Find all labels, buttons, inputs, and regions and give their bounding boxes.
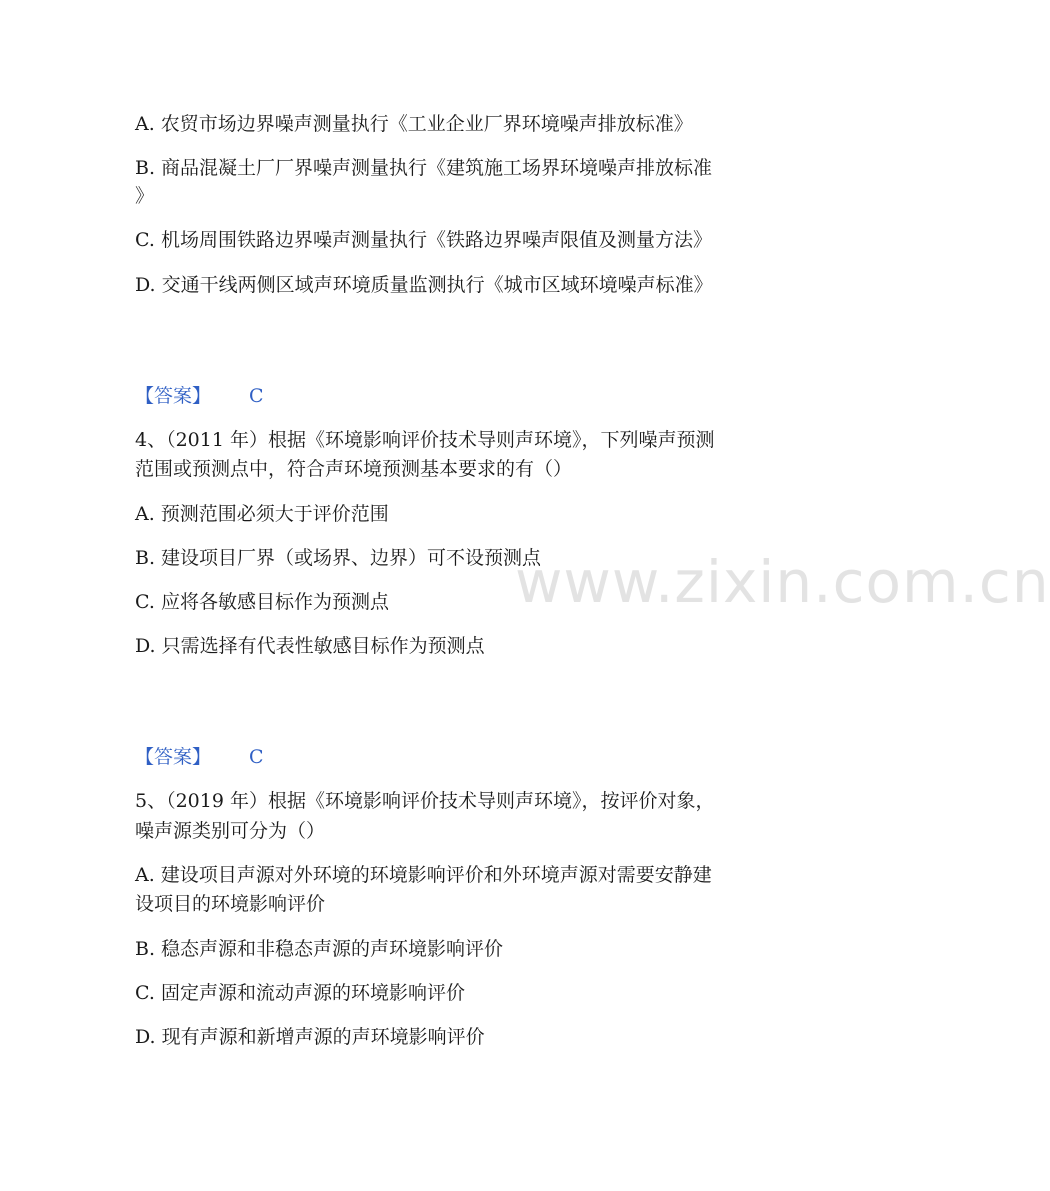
q3-option-a: A. 农贸市场边界噪声测量执行《工业企业厂界环境噪声排放标准》 <box>135 113 693 135</box>
q5-option-a-line2: 设项目的环境影响评价 <box>135 893 326 915</box>
answer-label: 【答案】 <box>135 385 212 407</box>
answer-value: C <box>249 746 264 768</box>
answer-value: C <box>249 385 264 407</box>
q3-option-b-line1: B. 商品混凝土厂厂界噪声测量执行《建筑施工场界环境噪声排放标准 <box>135 157 713 179</box>
q4-option-a: A. 预测范围必须大于评价范围 <box>135 503 389 525</box>
q3-answer <box>135 379 264 413</box>
q4-option-b: B. 建设项目厂界（或场界、边界）可不设预测点 <box>135 547 542 569</box>
q4-answer <box>135 740 264 774</box>
q4-stem-line2: 范围或预测点中，符合声环境预测基本要求的有（） <box>135 458 573 480</box>
q3-option-c: C. 机场周围铁路边界噪声测量执行《铁路边界噪声限值及测量方法》 <box>135 229 712 251</box>
q4-stem-line1: 4、（2011 年）根据《环境影响评价技术导则声环境》，下列噪声预测 <box>135 429 715 451</box>
q4-option-c: C. 应将各敏感目标作为预测点 <box>135 591 389 613</box>
q5-option-c: C. 固定声源和流动声源的环境影响评价 <box>135 982 465 1004</box>
q5-option-a-line1: A. 建设项目声源对外环境的环境影响评价和外环境声源对需要安静建 <box>135 864 712 886</box>
q5-stem-line2: 噪声源类别可分为（） <box>135 820 326 842</box>
watermark-text: www.zixin.com.cn <box>515 548 1050 616</box>
q5-stem-line1: 5、（2019 年）根据《环境影响评价技术导则声环境》，按评价对象， <box>135 790 715 812</box>
q3-option-b-line2: 》 <box>135 185 155 207</box>
q3-option-d: D. 交通干线两侧区域声环境质量监测执行《城市区域环境噪声标准》 <box>135 274 713 296</box>
answer-label: 【答案】 <box>135 746 212 768</box>
q5-option-b: B. 稳态声源和非稳态声源的声环境影响评价 <box>135 938 504 960</box>
q5-option-d: D. 现有声源和新增声源的声环境影响评价 <box>135 1026 485 1048</box>
q4-option-d: D. 只需选择有代表性敏感目标作为预测点 <box>135 635 485 657</box>
